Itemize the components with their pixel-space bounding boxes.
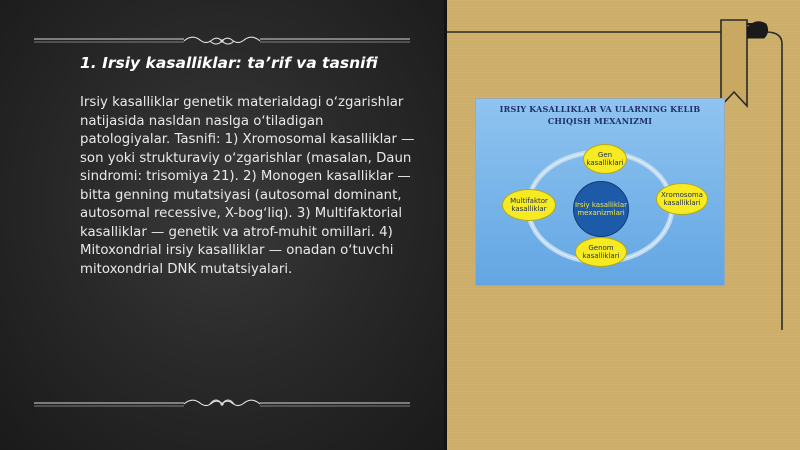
bookmark-ribbon-icon	[718, 18, 770, 110]
flourish-divider-icon	[34, 33, 410, 49]
slide-body-text: Irsiy kasalliklar genetik materialdagi oʻzgarishlar natijasida nasldan naslga oʻtiladigan patologiyalar. Tasnifi: 1) Xromosomal kasalliklar — son yoki strukturaviy oʻzgarishlar (masalan, Daun sindromi: trisomiya 21). 2) Monogen kasalliklar — bitta genning mutatsiyasi (autosomal dominant, autosomal recessive, X-bogʻliq). 3) Multifaktorial kasalliklar — genetik va atrof-muhit omillari. 4) Mitoxondrial irsiy kasalliklar — onadan oʻtuvchi mitoxondrial DNK mutatsiyalari.	[80, 95, 415, 277]
diagram-node-right: Xromosoma kasalliklari	[656, 183, 708, 215]
diagram-node-left: Multifaktor kasalliklar	[502, 189, 556, 221]
diagram-node-bottom: Genom kasalliklari	[575, 237, 627, 267]
slide-title: 1. Irsiy kasalliklar: taʼrif va tasnifi	[80, 54, 378, 72]
diagram-title	[476, 103, 724, 127]
panel-divider	[444, 0, 447, 450]
diagram-image	[475, 98, 725, 286]
diagram-title-line2: CHIQISH MEXANIZMI	[547, 116, 653, 126]
flourish-divider-icon	[34, 394, 410, 410]
diagram-title-line1: IRSIY KASALLIKLAR VA ULARNING KELIB	[499, 104, 701, 114]
diagram-node-center: Irsiy kasalliklar mexanizmlari	[573, 181, 629, 237]
diagram-node-top: Gen kasalliklari	[583, 144, 627, 174]
